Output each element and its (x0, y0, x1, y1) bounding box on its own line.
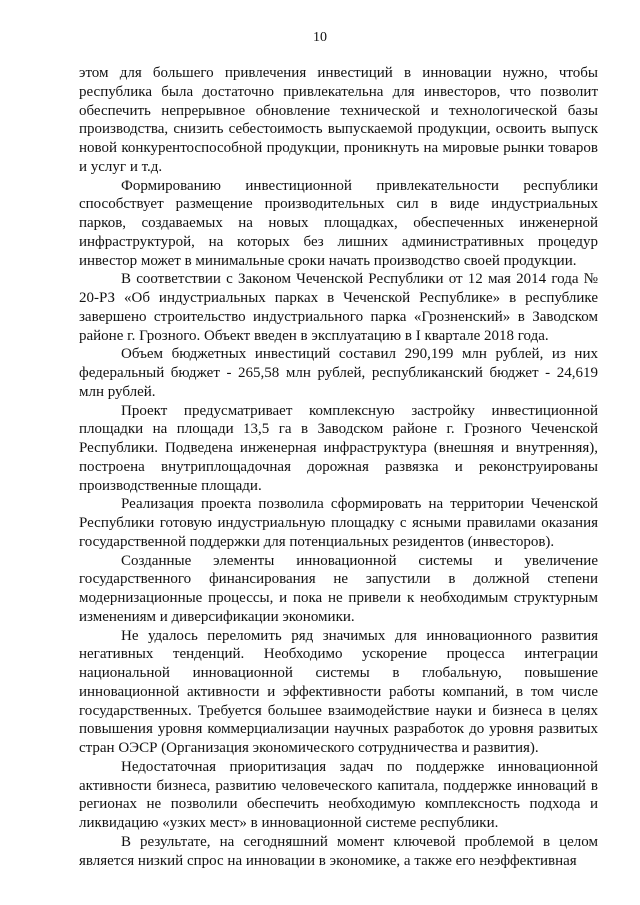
paragraph-project-result: Реализация проекта позволила сформировать на территории Чеченской Республики готовую индустриальную площадку с ясными правилами оказания государственной поддержки для потенциальных резидентов (инвесторов). (79, 496, 598, 550)
paragraph-investment-attractiveness: Формированию инвестиционной привлекательности республики способствует размещение производительных сил в виде индустриальных парков, создаваемых на новых площадках, обеспеченных инженерной инфраструктурой, на которых без лишних административных процедур инвестор может в минимальные сроки начать производство своей продукции. (79, 177, 598, 269)
paragraph-conclusion: В результате, на сегодняшний момент ключевой проблемой в целом является низкий спрос на инновации в экономике, а также его неэффективная (79, 833, 598, 869)
paragraph-innovation-system: Созданные элементы инновационной системы и увеличение государственного финансирования не запустили в должной степени модернизационные процессы, и пока не привели к необходимым структурным изменениям и диверсификации экономики. (79, 552, 598, 625)
paragraph-negative-trends: Не удалось переломить ряд значимых для инновационного развития негативных тенденций. Необходимо ускорение процесса интеграции национальной инновационной системы в глобальную, повышение инновационной активности и эффективности работы компаний, в том числе государственных. Требуется большее взаимодействие науки и бизнеса в целях повышения уровня коммерциализации научных разработок до уровня развитых стран ОЭСР (Организация экономического сотрудничества и развития). (79, 627, 598, 756)
document-body (79, 64, 598, 870)
paragraph-budget-investments: Объем бюджетных инвестиций составил 290,199 млн рублей, из них федеральный бюджет - 265,58 млн рублей, республиканский бюджет - 24,619 млн рублей. (79, 346, 598, 400)
paragraph-prioritization: Недостаточная приоритизация задач по поддержке инновационной активности бизнеса, развитию человеческого капитала, поддержке инноваций в регионах не позволили обеспечить необходимую комплексность подхода и ликвидацию «узких мест» в инновационной системе республики. (79, 758, 598, 831)
paragraph-industrial-park-law: В соответствии с Законом Чеченской Республики от 12 мая 2014 года № 20-РЗ «Об индустриальных парках в Чеченской Республике» в республике завершено строительство индустриального парка «Грозненский» в Заводском районе г. Грозного. Объект введен в эксплуатацию в I квартале 2018 года. (79, 271, 598, 344)
paragraph-continuation: этом для большего привлечения инвестиций в инновации нужно, чтобы республика была достаточно привлекательна для инвесторов, что позволит обеспечить непрерывное обновление технической и технологической базы производства, снизить себестоимость выпускаемой продукции, освоить выпуск новой конкурентоспособной продукции, проникнуть на мировые рынки товаров и услуг и т.д. (79, 65, 598, 175)
page-number: 10 (313, 30, 327, 45)
paragraph-project-description: Проект предусматривает комплексную застройку инвестиционной площадки на площади 13,5 га в Заводском районе г. Грозного Чеченской Республики. Подведена инженерная инфраструктура (внешняя и внутренняя), построена внутриплощадочная дорожная развязка и реконструированы производственные площади. (79, 402, 598, 494)
